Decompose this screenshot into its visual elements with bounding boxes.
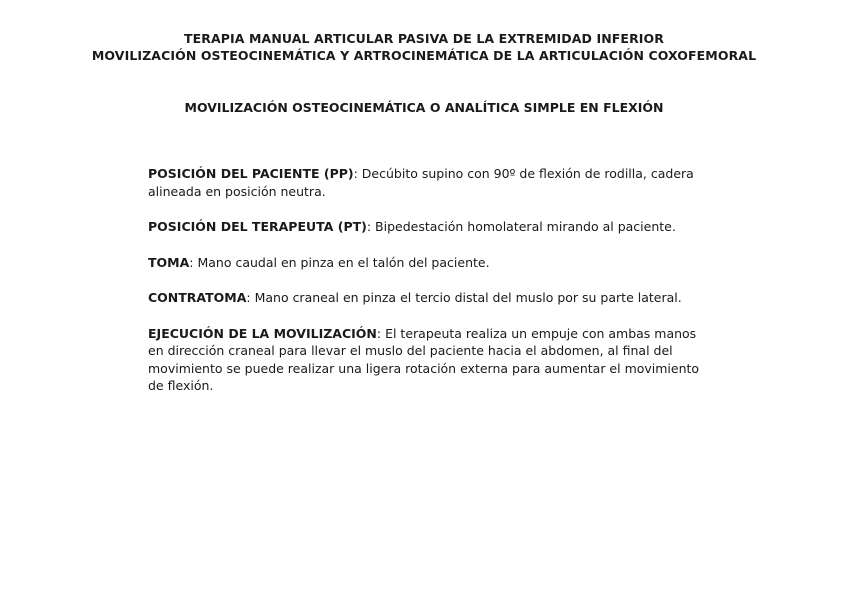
paragraph-therapist-position — [148, 218, 708, 236]
paragraph-label: POSICIÓN DEL PACIENTE (PP) — [148, 166, 354, 181]
header-title-line-1: TERAPIA MANUAL ARTICULAR PASIVA DE LA EXTREMIDAD INFERIOR — [184, 31, 664, 46]
paragraph-label: TOMA — [148, 254, 190, 270]
document-header — [0, 30, 848, 64]
paragraph-text: : Bipedestación homolateral mirando al paciente. — [366, 219, 676, 234]
paragraph-label: EJECUCIÓN DE LA MOVILIZACIÓN — [148, 325, 377, 341]
paragraph-label: POSICIÓN DEL TERAPEUTA (PT) — [148, 219, 367, 234]
paragraph-execution — [148, 325, 708, 395]
header-title-line-2: MOVILIZACIÓN OSTEOCINEMÁTICA Y ARTROCINEMÁTICA DE LA ARTICULACIÓN COXOFEMORAL — [91, 48, 757, 63]
paragraph-grip — [148, 254, 708, 272]
paragraph-counter-grip — [148, 289, 708, 307]
paragraph-patient-position — [148, 165, 708, 200]
paragraph-text: : Mano craneal en pinza el tercio distal del muslo por su parte lateral. — [246, 290, 682, 305]
paragraph-text: : Decúbito supino con 90º de flexión de rodilla, cadera alineada en posición neutra. — [148, 166, 694, 199]
paragraph-label: CONTRATOMA — [148, 290, 247, 305]
paragraph-text: : Mano caudal en pinza en el talón del paciente. — [189, 254, 490, 270]
document-body — [148, 165, 708, 413]
paragraph-text: : El terapeuta realiza un empuje con ambas manos en dirección craneal para llevar el muslo del paciente hacia el abdomen, al final del movimiento se puede realizar una ligera rotación externa para aumentar el movimiento de flexión. — [148, 325, 700, 393]
section-subtitle: MOVILIZACIÓN OSTEOCINEMÁTICA O ANALÍTICA SIMPLE EN FLEXIÓN — [184, 100, 664, 115]
